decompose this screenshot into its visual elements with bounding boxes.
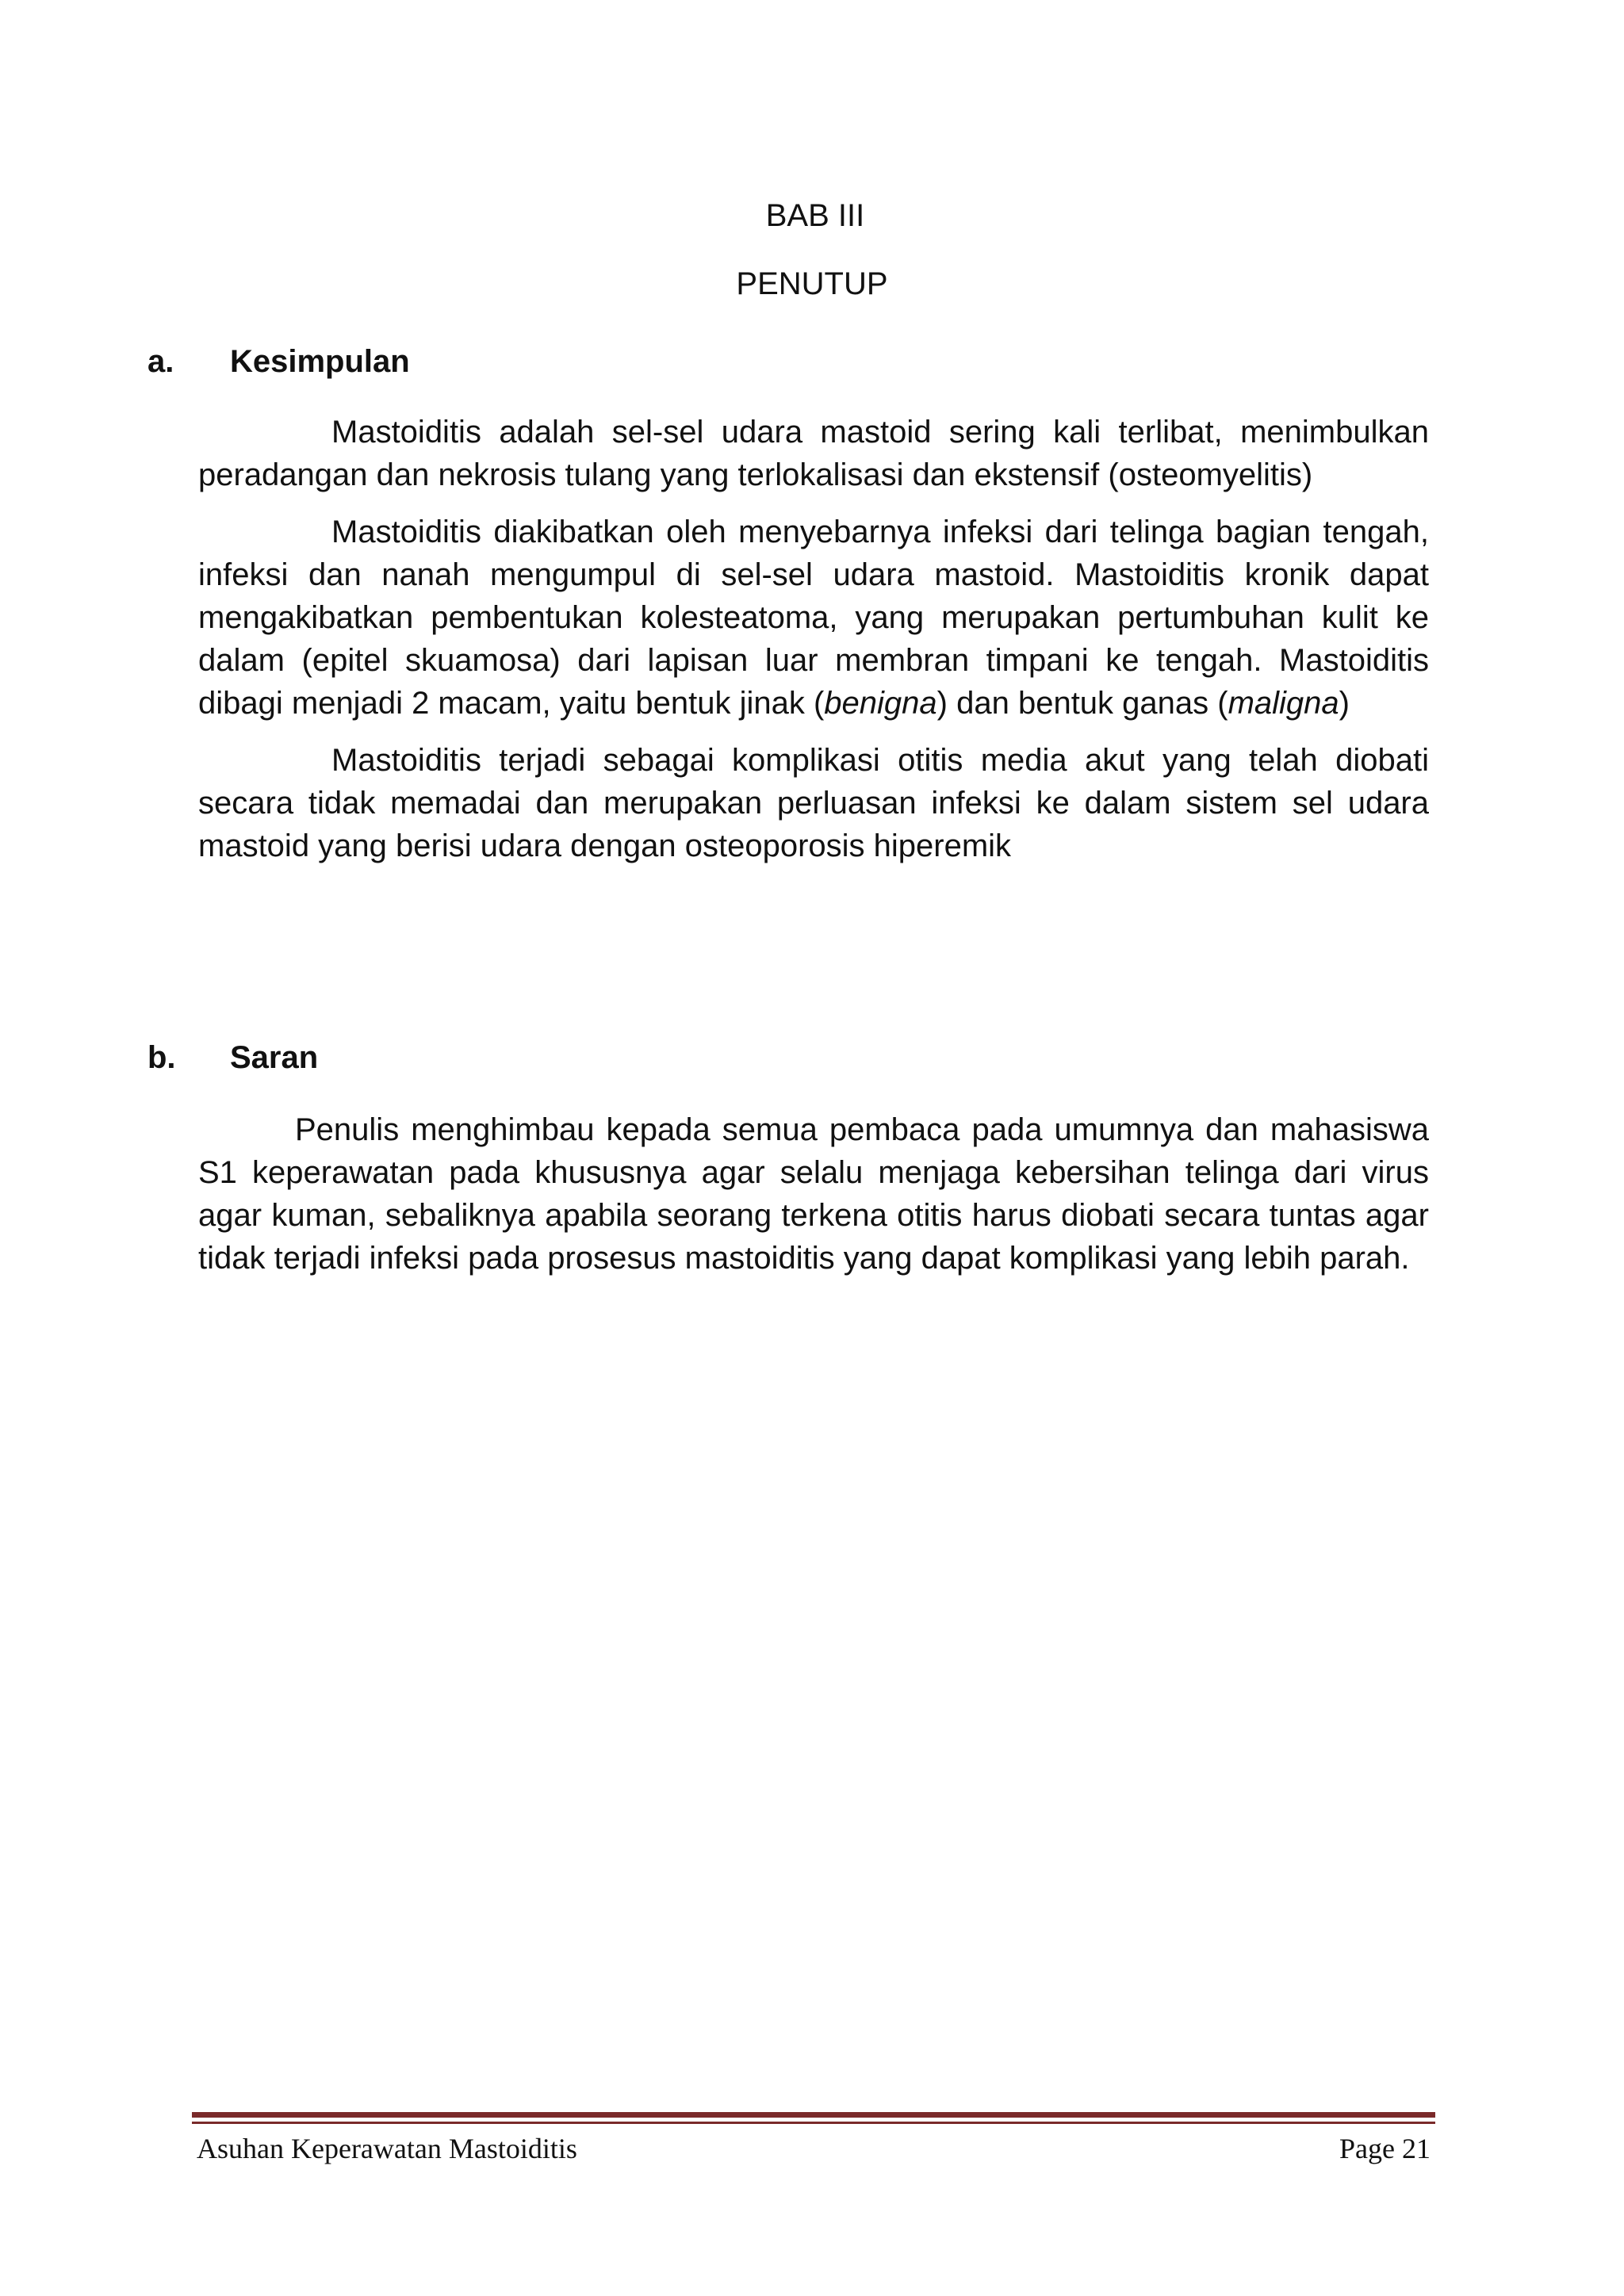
footer-document-title: Asuhan Keperawatan Mastoiditis [197, 2133, 577, 2164]
paragraph-text: Mastoiditis adalah sel-sel udara mastoid sering kali terlibat, menimbulkan peradangan dan nekrosis tulang yang terlokalisasi dan ekstensif (osteomyelitis) [198, 415, 1429, 492]
paragraph-text: Penulis menghimbau kepada semua pembaca pada umumnya dan mahasiswa S1 keperawatan pada khususnya agar selalu menjaga kebersihan telinga dari virus agar kuman, sebaliknya apabila seorang terkena otitis harus diobati secara tuntas agar tidak terjadi infeksi pada prosesus mastoiditis yang dapat komplikasi yang lebih parah. [198, 1112, 1429, 1276]
chapter-title: PENUTUP [736, 266, 888, 301]
paragraph [198, 411, 1429, 496]
paragraph [198, 511, 1429, 725]
section-body-kesimpulan [198, 411, 1429, 882]
paragraph-text: Mastoiditis terjadi sebagai komplikasi otitis media akut yang telah diobati secara tidak memadai dan merupakan perluasan infeksi ke dalam sistem sel udara mastoid yang berisi udara dengan osteoporosis hiperemik [198, 743, 1429, 863]
italic-term: benigna [824, 686, 937, 721]
section-title: Kesimpulan [230, 344, 410, 379]
paragraph-text: ) [1339, 686, 1350, 721]
paragraph [198, 1108, 1429, 1280]
footer-rule-thin [192, 2122, 1435, 2124]
italic-term: maligna [1228, 686, 1339, 721]
section-heading-saran [147, 1039, 318, 1077]
paragraph-text: Mastoiditis diakibatkan oleh menyebarnya infeksi dari telinga bagian tengah, infeksi dan nanah mengumpul di sel-sel udara mastoid. Mastoiditis kronik dapat mengakibatkan pembentukan kolesteatoma, yang merupakan pertumbuhan kulit ke dalam (epitel skuamosa) dari lapisan luar membran timpani ke tengah. Mastoiditis dibagi menjadi 2 macam, yaitu bentuk jinak ( [198, 515, 1429, 721]
section-marker: a. [147, 344, 174, 379]
paragraph-text: ) dan bentuk ganas ( [936, 686, 1228, 721]
section-heading-kesimpulan [147, 342, 410, 381]
section-title: Saran [230, 1040, 319, 1075]
footer-page-number: Page 21 [1339, 2133, 1431, 2164]
section-body-saran [198, 1108, 1429, 1294]
footer-rule-thick [192, 2112, 1435, 2118]
section-marker: b. [147, 1040, 176, 1075]
paragraph [198, 739, 1429, 867]
chapter-label: BAB III [765, 198, 865, 233]
